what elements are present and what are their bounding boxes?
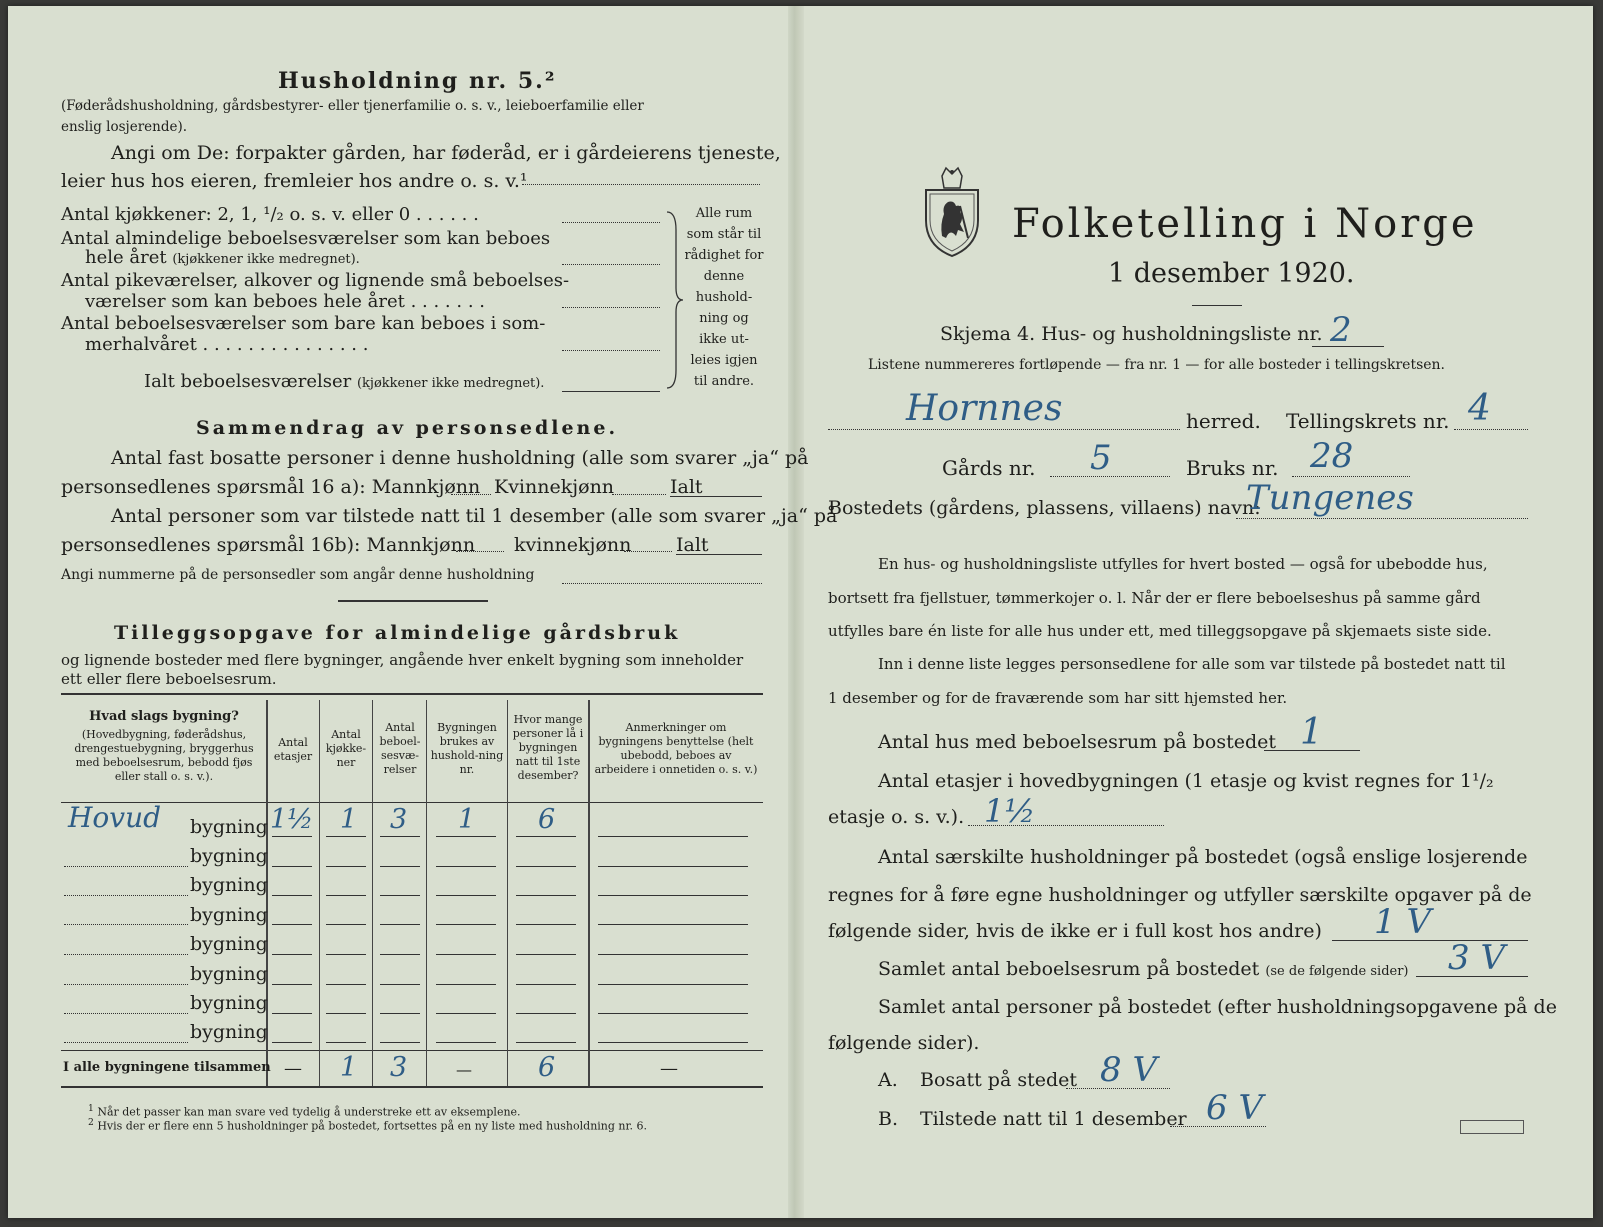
row1-kjokkener: 1: [340, 804, 358, 835]
tellingskrets-line: [1454, 429, 1528, 430]
total-etasjer: —: [284, 1058, 302, 1079]
census-title: Folketelling i Norge: [1012, 201, 1478, 247]
col-sep-3: [372, 700, 373, 1086]
total-label: I alle bygningene tilsammen: [63, 1060, 271, 1075]
tellingskrets-label: Tellingskrets nr.: [1286, 409, 1450, 433]
sammendrag-title: Sammendrag av personsedlene.: [196, 417, 619, 439]
kjokkener-label: Antal kjøkkener: 2, 1, ¹/₂ o. s. v. eller 0 . . . . . .: [61, 204, 479, 225]
fast-mann-line: [451, 494, 491, 495]
tilst-mann-line: [456, 551, 504, 552]
samlet-rum-small: (se de følgende sider): [1265, 964, 1409, 979]
total-vaerelser: 3: [390, 1052, 408, 1083]
total-kjokkener: 1: [340, 1052, 358, 1083]
a-value: 8 V: [1100, 1050, 1157, 1090]
etasjer-line1: Antal etasjer i hovedbygningen (1 etasje og kvist regnes for 1¹/₂: [878, 770, 1494, 792]
fast-line-2: [61, 476, 480, 498]
pike-line-2: værelser som kan beboes hele året . . . . . . .: [85, 291, 485, 312]
angi-line-2: leier hus hos eieren, fremleier hos andre o. s. v.¹: [61, 170, 528, 192]
ialt-text: Ialt beboelsesværelser: [144, 371, 352, 392]
gards-label: Gårds nr.: [942, 456, 1036, 480]
th-etasjer: Antal etasjer: [273, 736, 313, 763]
row1-husholdning: 1: [458, 804, 476, 835]
b-label: B.: [878, 1108, 899, 1130]
etasjer-line: [968, 825, 1164, 826]
printer-stamp: [1460, 1120, 1524, 1134]
answer-line-pike: [562, 307, 660, 308]
row1-type: Hovud: [68, 801, 162, 834]
tilst-ialt: Ialt: [676, 534, 709, 556]
row6-type-line: [64, 984, 188, 985]
total-personer: 6: [538, 1052, 556, 1083]
hus-label: Antal hus med beboelsesrum på bostedet: [878, 731, 1277, 753]
alm-line-2-small: (kjøkkener ikke medregnet).: [172, 252, 360, 267]
row8-type-line: [64, 1042, 188, 1043]
row5-type-line: [64, 954, 188, 955]
table-bottom-rule: [61, 1086, 763, 1088]
footnote-2-mark: 2: [88, 1117, 94, 1128]
fast-ialt: Ialt: [670, 476, 703, 498]
th-type-title: Hvad slags bygning?: [89, 709, 239, 724]
saer-line1: Antal særskilte husholdninger på bostedet (også enslige losjerende: [878, 846, 1528, 868]
gards-line: [1050, 476, 1170, 477]
bruks-value: 28: [1310, 436, 1354, 476]
answer-line-kjokkener: [562, 222, 660, 223]
total-anm: —: [660, 1058, 678, 1079]
alm-line-2: [85, 247, 360, 268]
tilst-kvinne-line: [624, 551, 672, 552]
para1-line2: bortsett fra fjellstuer, tømmerkojer o. l. Når der er flere beboelseshus på samme gård: [828, 589, 1481, 607]
footnote-2-text: Hvis der er flere enn 5 husholdninger på bostedet, fortsettes på en ny liste med husholdning nr. 6.: [97, 1119, 648, 1133]
bostedets-line: [1236, 518, 1528, 519]
footnote-1-mark: 1: [88, 1103, 94, 1114]
row1-etasjer: 1½: [270, 804, 314, 835]
nummerne-line: [562, 583, 762, 584]
row2-bygning: bygning: [190, 845, 268, 867]
table-header-rule: [61, 802, 763, 803]
row7-type-line: [64, 1013, 188, 1014]
para1-line3: utfylles bare én liste for alle hus under ett, med tilleggsopgave på skjemaets siste side.: [828, 622, 1492, 640]
tilst-kvinne: kvinnekjønn: [514, 534, 632, 556]
row1-personer: 6: [538, 804, 556, 835]
answer-line-alm: [562, 264, 660, 265]
section-divider: [338, 600, 488, 602]
skjema-label: Skjema 4. Hus- og husholdningsliste nr.: [940, 323, 1323, 345]
b-value: 6 V: [1206, 1088, 1263, 1128]
table-total-rule: [61, 1050, 763, 1051]
samlet-pers-line2: følgende sider).: [828, 1032, 980, 1054]
pike-line-1: Antal pikeværelser, alkover og lignende små beboelses-: [61, 270, 570, 291]
hus-line: [1264, 750, 1360, 751]
fast-kvinne-line: [612, 494, 666, 495]
alm-line-1: Antal almindelige beboelsesværelser som kan beboes: [61, 228, 551, 249]
household-subtitle-2: enslig losjerende).: [61, 119, 188, 135]
fast-kvinne: Kvinnekjønn: [494, 476, 615, 498]
angi-answer-line: [522, 184, 760, 185]
listene-note: Listene nummereres fortløpende — fra nr. 1 — for alle bosteder i tellingskretsen.: [868, 357, 1446, 373]
household-subtitle-1: (Føderådshusholdning, gårdsbestyrer- eller tjenerfamilie o. s. v., leieboerfamilie eller: [61, 98, 644, 114]
bruks-line: [1292, 476, 1410, 477]
herred-line: [828, 429, 1180, 430]
bracket-note: Alle rum som står til rådighet for denne hushold-ning og ikke ut-leies igjen til andre.: [684, 206, 764, 389]
nummerne-label: Angi nummerne på de personsedler som angår denne husholdning: [61, 567, 535, 583]
a-line: [1066, 1088, 1170, 1089]
row2-type-line: [64, 866, 188, 867]
footnote-2: [88, 1117, 647, 1133]
a-text: Bosatt på stedet: [920, 1069, 1077, 1091]
tilst-ialt-line: [676, 554, 762, 555]
brace-icon: [664, 210, 684, 390]
fast-line-1: Antal fast bosatte personer i denne husholdning (alle som svarer „ja“ på: [111, 447, 809, 469]
row1-vaerelser: 3: [390, 804, 408, 835]
samlet-rum-text: Samlet antal beboelsesrum på bostedet: [878, 958, 1260, 980]
bostedets-label: Bostedets (gårdens, plassens, villaens) navn:: [828, 497, 1261, 519]
row3-bygning: bygning: [190, 874, 268, 896]
row5-bygning: bygning: [190, 933, 268, 955]
saer-value: 1 V: [1374, 902, 1431, 942]
th-personer: Hvor mange personer lå i bygningen natt til 1ste desember?: [512, 713, 584, 782]
household-title: Husholdning nr. 5.²: [278, 68, 557, 94]
para2-line2: 1 desember og for de fraværende som har sitt hjemsted her.: [828, 689, 1288, 707]
norway-coat-of-arms-icon: [920, 166, 984, 258]
th-vaerelser: Antal beboel-sesvæ-relser: [379, 721, 421, 776]
samlet-rum-value: 3 V: [1448, 938, 1505, 978]
col-sep-6: [588, 700, 590, 1086]
b-text: Tilstede natt til 1 desember: [920, 1108, 1187, 1130]
row6-bygning: bygning: [190, 963, 268, 985]
tillegg-line-1: og lignende bosteder med flere bygninger, angående hver enkelt bygning som inneholder: [61, 651, 744, 669]
row1-bygning: bygning: [190, 816, 268, 838]
tillegg-title: Tilleggsopgave for almindelige gårdsbruk: [114, 622, 681, 644]
tilst-line-1: Antal personer som var tilstede natt til 1 desember (alle som svarer „ja“ på: [111, 505, 838, 527]
etasjer-value: 1½: [984, 792, 1036, 830]
hus-value: 1: [1300, 712, 1323, 753]
tilst-mann: personsedlenes spørsmål 16b): Mannkjønn: [61, 534, 476, 556]
th-kjokkener: Antal kjøkke-ner: [325, 728, 367, 769]
col-sep-5: [507, 700, 508, 1086]
bostedets-value: Tungenes: [1246, 478, 1414, 518]
herred-label: herred.: [1186, 409, 1261, 433]
a-label: A.: [878, 1069, 898, 1091]
col-sep-2: [319, 700, 320, 1086]
saer-line3: følgende sider, hvis de ikke er i full kost hos andre): [828, 920, 1322, 942]
angi-line-1: Angi om De: forpakter gården, har føderåd, er i gårdeierens tjeneste,: [111, 142, 781, 164]
para2-line1: Inn i denne liste legges personsedlene for alle som var tilstede på bostedet natt til: [878, 655, 1506, 673]
page-fold: [788, 6, 804, 1218]
ialt-label: [144, 371, 544, 392]
gards-value: 5: [1090, 438, 1112, 478]
alm-line-2-text: hele året: [85, 247, 167, 268]
census-date: 1 desember 1920.: [1108, 258, 1355, 289]
etasjer-line2: etasje o. s. v.).: [828, 806, 965, 828]
para1-line1: En hus- og husholdningsliste utfylles for hvert bosted — også for ubebodde hus,: [878, 555, 1488, 573]
row7-bygning: bygning: [190, 992, 268, 1014]
fast-mann: personsedlenes spørsmål 16 a): Mannkjønn: [61, 476, 481, 498]
fast-ialt-line: [670, 496, 762, 497]
row4-bygning: bygning: [190, 904, 268, 926]
skjema-value: 2: [1330, 310, 1352, 350]
sommer-line-2: merhalvåret . . . . . . . . . . . . . . .: [85, 334, 369, 355]
samlet-pers-line1: Samlet antal personer på bostedet (efter husholdningsopgavene på de: [878, 996, 1557, 1018]
tellingskrets-value: 4: [1468, 388, 1491, 429]
col-sep-4: [426, 700, 427, 1086]
row3-type-line: [64, 895, 188, 896]
bruks-label: Bruks nr.: [1186, 456, 1279, 480]
row4-type-line: [64, 924, 188, 925]
total-husholdning: —: [456, 1060, 472, 1079]
th-husholdning: Bygningen brukes av hushold-ning nr.: [430, 721, 504, 776]
footnote-1-text: Når det passer kan man svare ved tydelig å understreke ett av eksemplene.: [97, 1105, 521, 1119]
sommer-line-1: Antal beboelsesværelser som bare kan beboes i som-: [61, 313, 546, 334]
date-rule: [1192, 305, 1242, 306]
samlet-rum-line: [1416, 976, 1528, 977]
tillegg-line-2: ett eller flere beboelsesrum.: [61, 670, 277, 688]
ialt-small: (kjøkkener ikke medregnet).: [356, 376, 545, 391]
samlet-rum-label: [878, 958, 1409, 980]
saer-line2: regnes for å føre egne husholdninger og utfyller særskilte opgaver på de: [828, 884, 1532, 906]
answer-line-ialt: [562, 391, 660, 392]
th-type-desc: (Hovedbygning, føderådshus, drengestuebygning, bryggerhus med beboelsesrum, bebodd fjøs eller stall o. s. v.).: [74, 728, 254, 783]
row8-bygning: bygning: [190, 1021, 268, 1043]
answer-line-sommer: [562, 350, 660, 351]
herred-value: Hornnes: [906, 388, 1063, 429]
b-line: [1170, 1126, 1266, 1127]
table-top-rule: [61, 693, 763, 695]
th-anmerkninger: Anmerkninger om bygningens benyttelse (helt ubebodd, beboes av arbeidere i onnetiden o. s. v.): [594, 721, 758, 776]
